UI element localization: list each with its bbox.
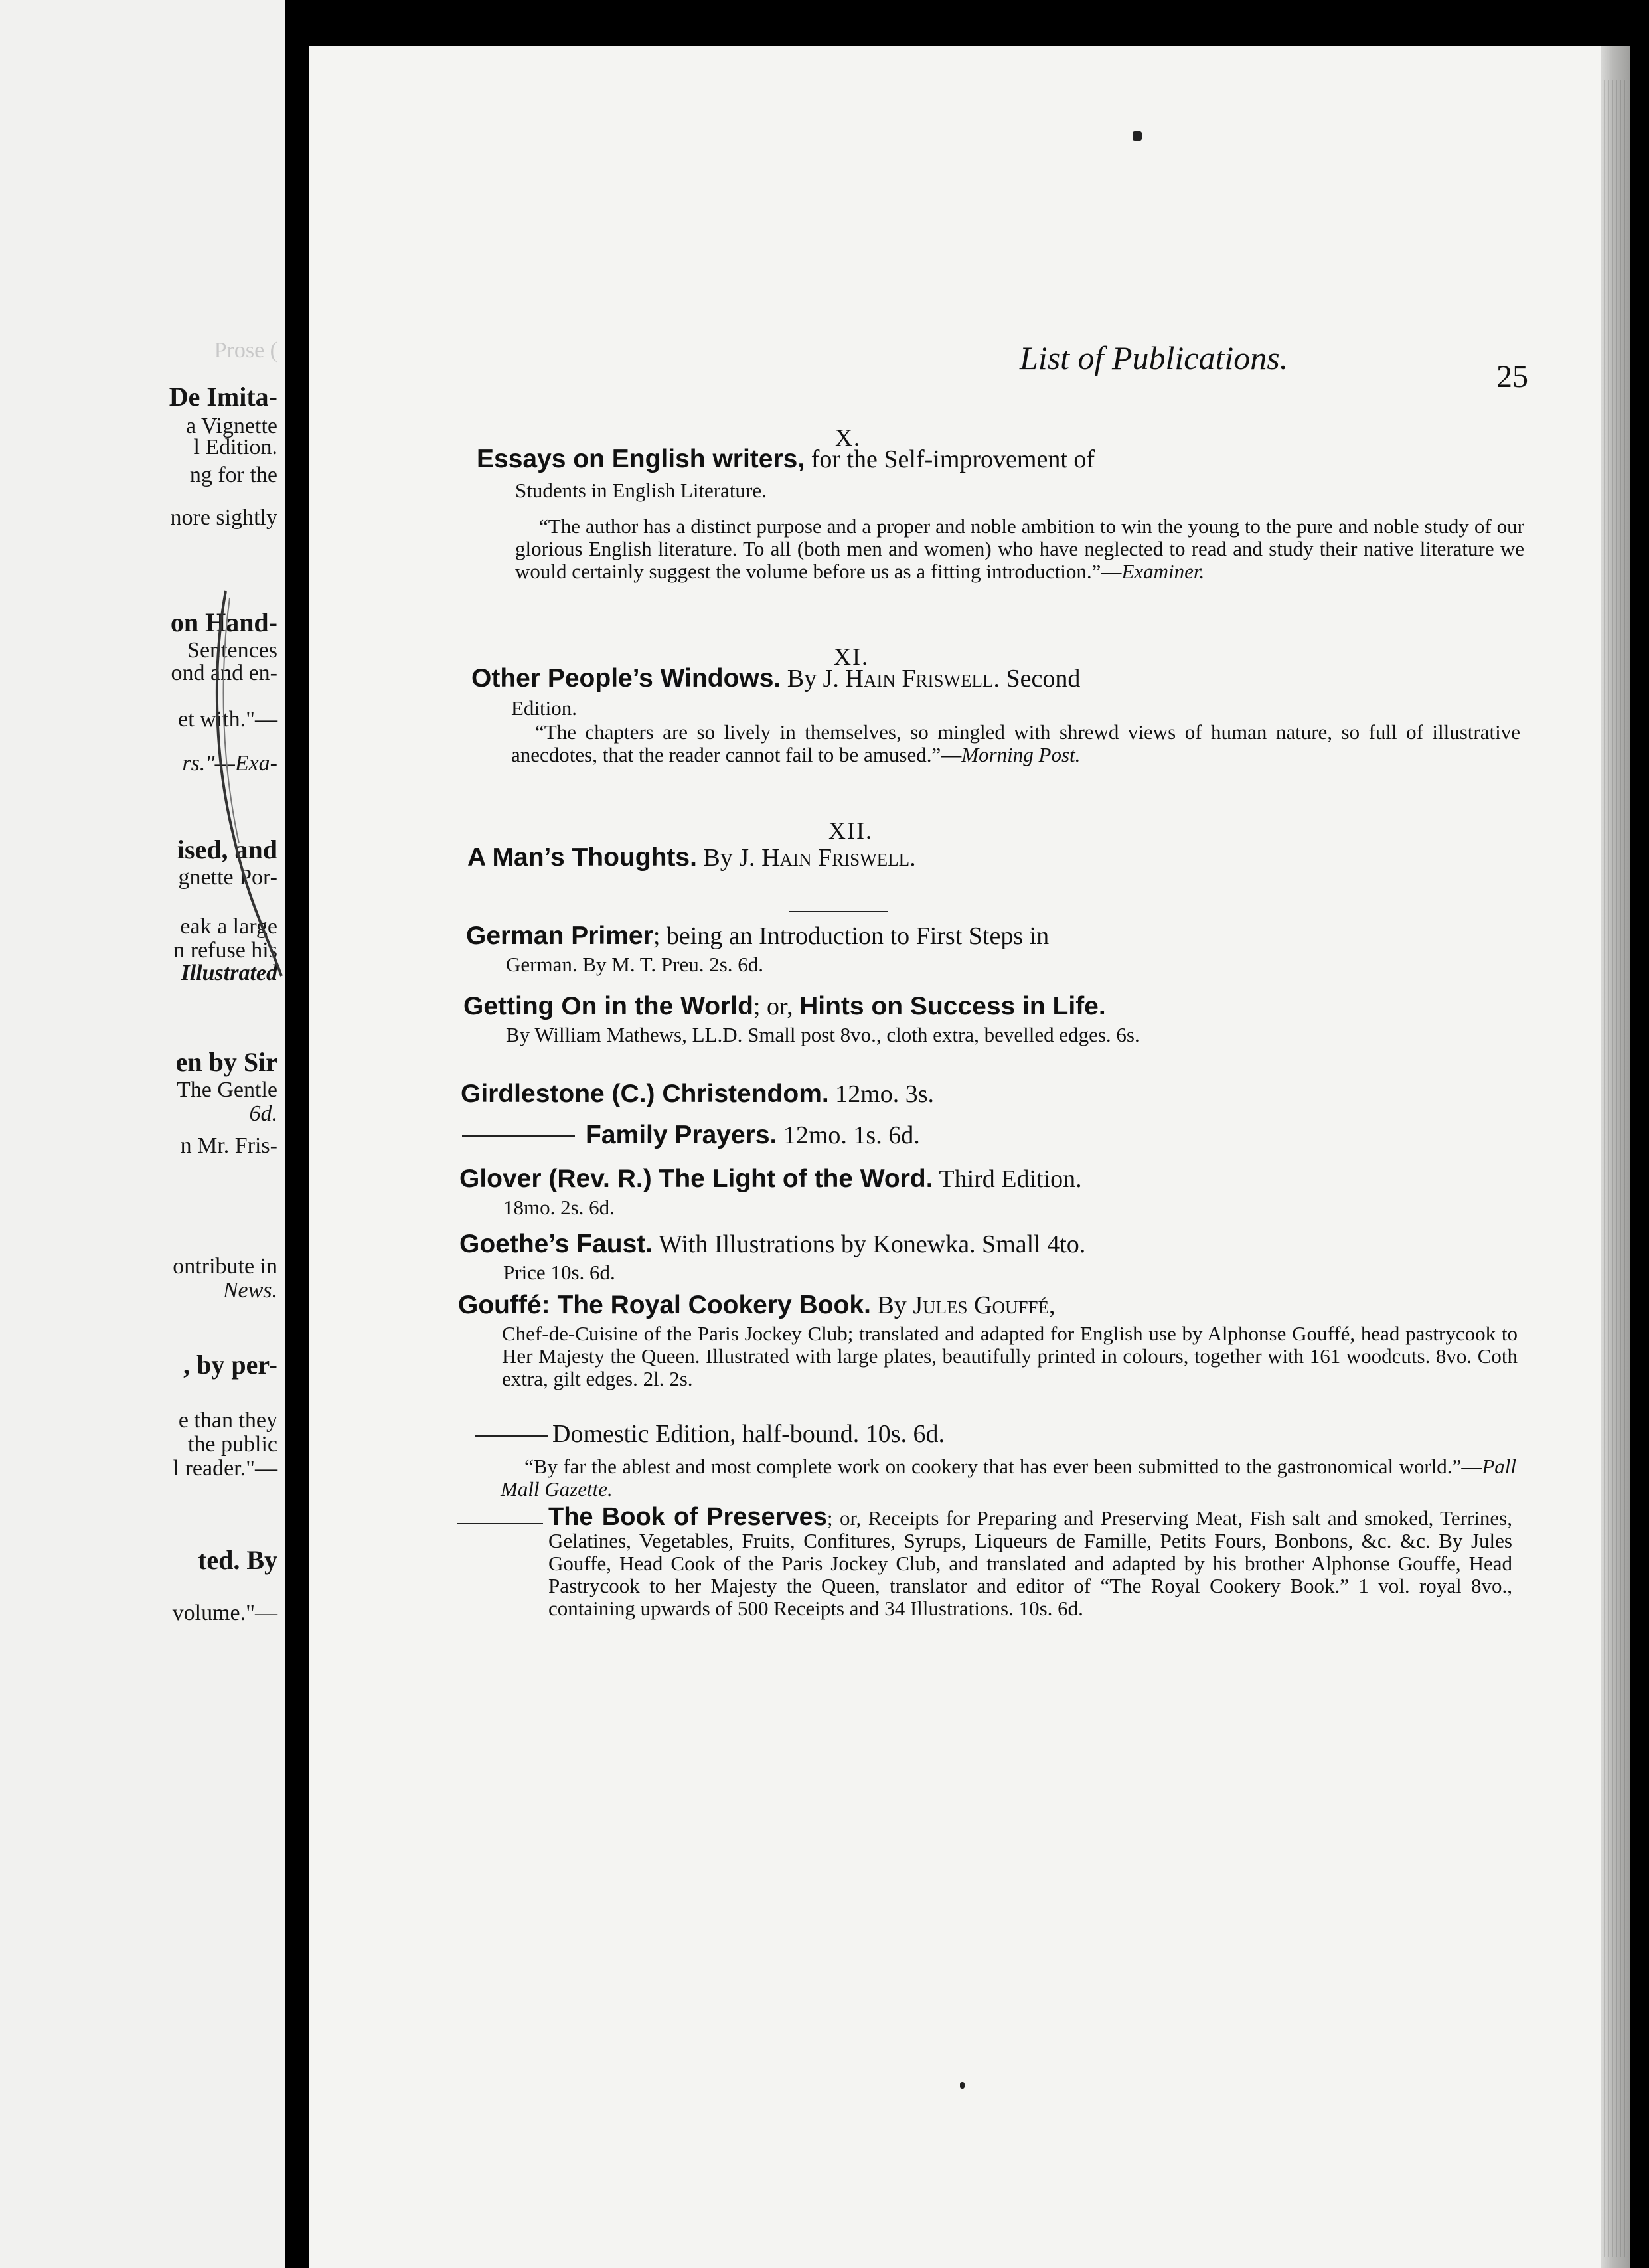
entry-title-rest: 10s. 6d.: [859, 1420, 945, 1448]
entry-description: [548, 1503, 1512, 1620]
review-quote: [511, 721, 1520, 766]
entry-title: Family Prayers.: [586, 1121, 777, 1149]
quote-source: Morning Post.: [961, 743, 1081, 766]
ditto-rule: [457, 1523, 543, 1524]
left-page-line: Prose (: [214, 338, 277, 363]
entry-heading: [463, 992, 1106, 1021]
entry-title-rest: ; being an Introduction to First Steps in: [653, 922, 1050, 950]
entry-byline: By J.: [781, 665, 846, 692]
page-block-edge-lines: [1604, 80, 1626, 2257]
left-page-line: eak a large: [180, 914, 277, 939]
quote-text: “The chapters are so lively in themselves, so mingled with shrewd views of human nature, so full of illustrative anecdotes, that the reader cannot fail to be amused.”—: [511, 720, 1520, 766]
entry-title-sep: ; or,: [753, 993, 800, 1020]
quote-text: “The author has a distinct purpose and a proper and noble ambition to win the young to the pure and noble study of our glorious English literature. To all (both men and women) who have neglected to read and study their native literature we would certainly suggest the volume before us as a fitting introduction.”—: [515, 515, 1524, 583]
entry-heading: [552, 1419, 945, 1449]
section-number: XII.: [828, 817, 873, 844]
left-page-line: News.: [222, 1278, 277, 1303]
left-page-line: n refuse his: [173, 938, 277, 963]
left-page-line: the public: [187, 1432, 277, 1457]
page-crease-mark: [207, 584, 285, 983]
section-divider: [789, 911, 888, 912]
entry-title-part2: Hints on Success in Life.: [799, 992, 1106, 1020]
left-page-line: rs."—Exa-: [182, 751, 277, 775]
quote-source: Examiner.: [1121, 560, 1205, 583]
ditto-rule: [475, 1435, 548, 1437]
entry-title: Essays on English writers,: [477, 445, 805, 473]
left-page-line: Sentences: [187, 638, 277, 663]
entry-heading: [586, 1121, 920, 1150]
entry-heading: [467, 843, 916, 872]
left-page-line: ond and en-: [171, 661, 277, 685]
left-page-line: gnette Por-: [178, 865, 277, 890]
entry-heading: [466, 922, 1049, 951]
quote-source: Pall Mall Gazette.: [501, 1455, 1516, 1500]
entry-author: Hain Friswell.: [761, 844, 916, 872]
left-page-line: l reader."—: [173, 1456, 277, 1481]
entry-description: German. By M. T. Preu. 2s. 6d.: [506, 953, 764, 976]
entry-title: Getting On in the World: [463, 992, 753, 1020]
entry-heading: [458, 1291, 1056, 1320]
entry-author: Hain Friswell.: [845, 665, 1000, 692]
left-page-line: n Mr. Fris-: [180, 1133, 277, 1158]
left-page-line: e than they: [178, 1408, 277, 1433]
left-page-line: a Vignette: [185, 414, 277, 438]
entry-title-rest: for the Self-improvement of: [805, 446, 1095, 473]
entry-title: A Man’s Thoughts.: [467, 843, 697, 872]
entry-title-rest: With Illustrations by Konewka. Small 4to.: [653, 1230, 1086, 1258]
left-page-line: De Imita-: [169, 382, 277, 412]
section-number: X.: [835, 424, 861, 451]
left-page-line: 6d.: [249, 1101, 277, 1126]
book-spine-gap: [285, 0, 309, 2268]
entry-title: Gouffé: The Royal Cookery Book.: [458, 1291, 871, 1319]
entry-byline: By J.: [696, 844, 762, 872]
entry-heading: [471, 664, 1080, 693]
left-page-line: et with."—: [178, 707, 277, 732]
left-page-line: ng for the: [189, 463, 277, 487]
entry-description: By William Mathews, LL.D. Small post 8vo., cloth extra, bevelled edges. 6s.: [506, 1023, 1140, 1046]
page-number: 25: [1496, 359, 1528, 394]
left-page-line: Illustrated: [181, 961, 277, 985]
left-page-line: en by Sir: [175, 1047, 277, 1077]
entry-title-rest: Third Edition.: [933, 1165, 1082, 1193]
left-facing-page: [0, 0, 285, 2268]
left-page-line: nore sightly: [170, 505, 277, 530]
entry-title-rest: 12mo. 3s.: [828, 1080, 935, 1108]
right-page: [309, 46, 1601, 2268]
left-page-line: , by per-: [183, 1350, 277, 1380]
left-page-line: ontribute in: [173, 1254, 277, 1279]
review-quote: [501, 1455, 1516, 1500]
entry-description-text: ; or, Receipts for Preparing and Preserving Meat, Fish salt and smoked, Terrines, Gelatines, Vegetables, Fruits, Confitures, Syrups, Liqueurs de Famille, Petits Fours, Bonbons, &c. &c. By Jules Gouffe, Head Cook of the Paris Jockey Club, and translated and adapted by his brother Alphonse Gouffe, Head Pastrycook to her Majesty the Queen, translator and editor of “The Royal Cookery Book.” 1 vol. royal 8vo., containing upwards of 500 Receipts and 34 Illustrations. 10s. 6d.: [548, 1506, 1512, 1620]
entry-heading: [477, 445, 1095, 474]
entry-description: Edition.: [511, 696, 578, 720]
ink-speck: [1133, 131, 1142, 141]
left-page-line: volume."—: [172, 1601, 277, 1625]
section-number: XI.: [834, 643, 869, 670]
entry-description: Chef-de-Cuisine of the Paris Jockey Club; translated and adapted for English use by Alphonse Gouffé, head pastrycook to Her Majesty the Queen. Illustrated with large plates, beautifully printed in colours, together with 161 woodcuts. 8vo. Coth extra, gilt edges. 2l. 2s.: [502, 1322, 1518, 1390]
entry-title: Glover (Rev. R.) The Light of the Word.: [459, 1165, 933, 1193]
entry-description: 18mo. 2s. 6d.: [503, 1196, 615, 1219]
ditto-rule: [462, 1135, 575, 1137]
left-page-line: ised, and: [177, 835, 277, 864]
left-page-line: ted. By: [198, 1545, 277, 1575]
left-page-line: The Gentle: [177, 1078, 277, 1102]
entry-description: Students in English Literature.: [515, 479, 767, 502]
entry-title: Goethe’s Faust.: [459, 1230, 653, 1258]
review-quote: [515, 515, 1524, 583]
entry-heading: [459, 1165, 1082, 1194]
entry-title: Girdlestone (C.) Christendom.: [461, 1080, 829, 1108]
left-page-line: on Hand-: [170, 608, 277, 637]
entry-description: Price 10s. 6d.: [503, 1261, 615, 1284]
entry-byline: By: [870, 1291, 913, 1319]
entry-title: Domestic Edition, half-bound.: [552, 1420, 860, 1448]
running-header-title: List of Publications.: [1020, 339, 1289, 376]
quote-text: “By far the ablest and most complete work on cookery that has ever been submitted to the gastronomical world.”—: [524, 1455, 1482, 1478]
left-page-line: l Edition.: [193, 435, 277, 459]
ink-speck: [960, 2082, 965, 2089]
entry-edition: Second: [999, 665, 1081, 692]
entry-title: German Primer: [466, 922, 653, 950]
entry-heading: [461, 1080, 934, 1109]
entry-title: The Book of Preserves: [548, 1503, 827, 1531]
entry-heading: [459, 1230, 1085, 1259]
entry-title: Other People’s Windows.: [471, 664, 781, 692]
entry-author: Jules Gouffé,: [913, 1291, 1056, 1319]
entry-title-rest: 12mo. 1s. 6d.: [777, 1121, 920, 1149]
